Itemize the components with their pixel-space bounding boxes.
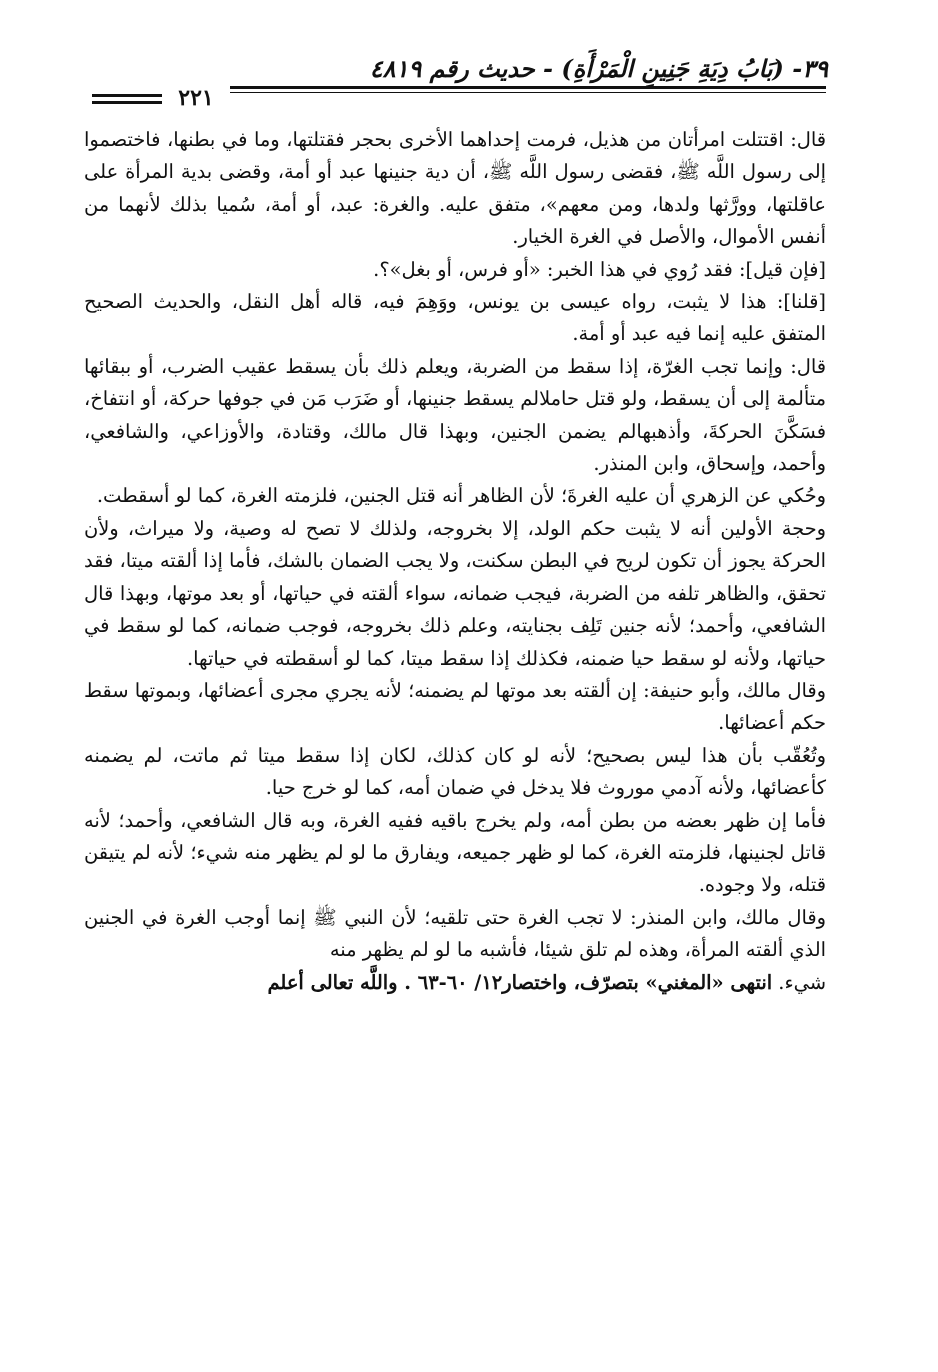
page-number-rule-bottom: [92, 101, 162, 104]
paragraph: قال: اقتتلت امرأتان من هذيل، فرمت إحداهما الأخرى بحجر فقتلتها، وما في بطنها، فاختصموا إلى رسول اللَّه ﷺ، فقضى رسول اللَّه ﷺ، أن دية جنينها عبد أو أمة، وقضى بدية المرأة على عاقلتها، وورَّثها ولدها، ومن معهم»، متفق عليه. والغرة: عبد، أو أمة، سُميا بذلك لأنهما من أنفس الأموال، والأصل في الغرة الخيار.: [84, 128, 826, 249]
paragraph: قال: وإنما تجب الغرّة، إذا سقط من الضربة، ويعلم ذلك بأن يسقط عقيب الضرب، أو ببقائها متألمة إلى أن يسقط، ولو قتل حاملالم يسقط جنينها، أو ضَرَب مَن في جوفها حركة، أو انتفاخ، فسَكَّنَ الحركةَ، وأذهبهالم يضمن الجنين، وبهذا قال مالك، وقتادة، والأوزاعي، والشافعي، وأحمد، وإسحاق، وابن المنذر.: [84, 354, 826, 476]
closing-line: [84, 967, 826, 999]
chapter-header-title: ٣٩- (بَابُ دِيَةِ جَنِينِ الْمَرْأَةِ) - حديث رقم ٤٨١٩: [369, 54, 828, 83]
paragraph: [قلنا]: هذا لا يثبت، رواه عيسى بن يونس، ووَهِمَ فيه، قاله أهل النقل، والحديث الصحيح المتفق عليه إنما فيه عبد أو أمة.: [84, 290, 826, 346]
paragraph: وقال مالك، وابن المنذر: لا تجب الغرة حتى تلقيه؛ لأن النبي ﷺ إنما أوجب الغرة في الجنين الذي ألقته المرأة، وهذه لم تلق شيئا، فأشبه ما لو لم يظهر منه: [84, 905, 826, 962]
paragraph: وحُكي عن الزهري أن عليه الغرةَ؛ لأن الظاهر أنه قتل الجنين، فلزمته الغرة، كما لو أسقطت.: [96, 484, 826, 508]
paragraph: وتُعُقّب بأن هذا ليس بصحيح؛ لأنه لو كان كذلك، لكان إذا سقط ميتا ثم ماتت، لم يضمنه كأعضائها، ولأنه آدمي موروث فلا يدخل في ضمان أمه، كما لو خرج حيا.: [84, 743, 826, 800]
paragraph: وحجة الأولين أنه لا يثبت حكم الولد، إلا بخروجه، ولذلك لا تصح له وصية، ولا ميراث، ولأن الحركة يجوز أن تكون لريح في البطن سكنت، ولا يجب الضمان بالشك، فأما إذا ألقته ميتا، فقد تحقق، والظاهر تلفه من الضربة، فيجب ضمانه، سواء ألقته في حياتها، أو بعد موتها، وبهذا قال الشافعي، وأحمد؛ لأنه جنين تَلِف بجنايته، وعلم ذلك بخروجه، فوجب ضمانه، كما لو سقط في حياتها، ولأنه لو سقط حيا ضمنه، فكذلك إذا سقط ميتا، كما لو أسقطته في حياتها.: [84, 516, 826, 670]
page-number: ٢٢١: [178, 85, 214, 111]
header-rule-thick: [230, 86, 826, 89]
paragraph: وقال مالك، وأبو حنيفة: إن ألقته بعد موتها لم يضمنه؛ لأنه يجري مجرى أعضائها، وبموتها سقط حكم أعضائها.: [84, 678, 826, 735]
closing-plain: شيء.: [778, 970, 826, 994]
paragraph: فأما إن ظهر بعضه من بطن أمه، ولم يخرج باقيه ففيه الغرة، وبه قال الشافعي، وأحمد؛ لأنه قاتل لجنينها، فلزمته الغرة، كما لو ظهر جميعه، ويفارق ما لو لم يظهر منه شيء؛ لأنه لم يتيقن قتله، ولا وجوده.: [84, 808, 826, 897]
page-number-rule-top: [92, 94, 162, 97]
body-text: [84, 124, 826, 999]
header-rule-thin: [230, 92, 826, 93]
paragraph: [فإن قيل]: فقد رُوي في هذا الخبر: «أو فرس، أو بغل»؟.: [373, 257, 826, 281]
closing-citation: انتهى «المغني» بتصرّف، واختصار١٢/ ٦٠-٦٣ . واللَّه تعالى أعلم: [267, 970, 773, 994]
